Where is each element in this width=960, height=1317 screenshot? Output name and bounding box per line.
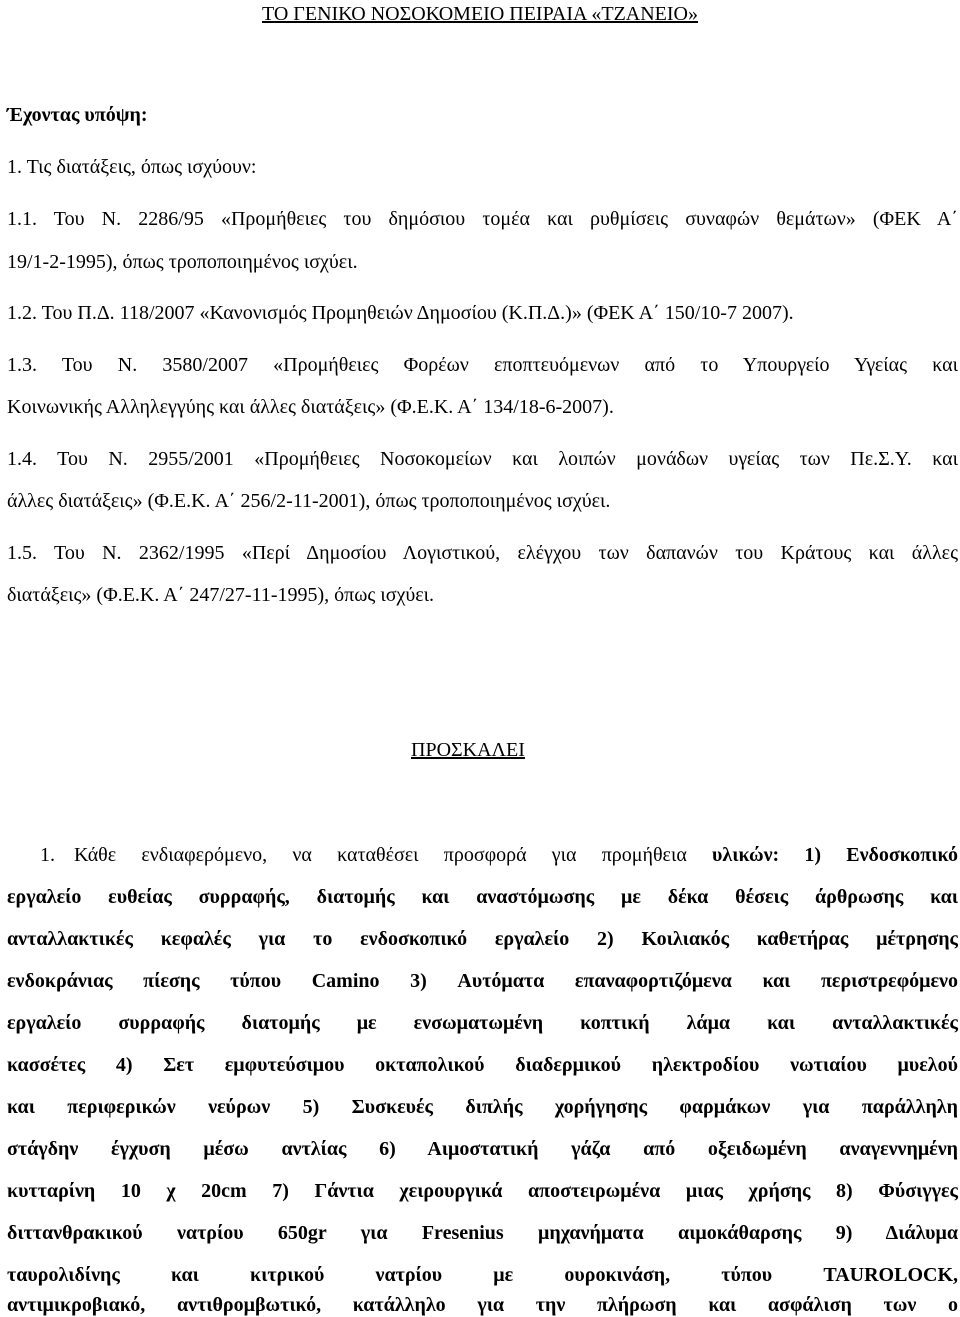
invite-number: 1.	[40, 844, 55, 866]
item-1-1-line-1: 1.1. Του Ν. 2286/95 «Προμήθειες του δημόσιου τομέα και ρυθμίσεις συναφών θεμάτων» (ΦΕΚ Α΄	[7, 208, 958, 230]
invite-line-1: εργαλείο ευθείας συρραφής, διατομής και αναστόμωσης με δέκα θέσεις άρθρωσης και	[7, 886, 958, 908]
document-title: ΤΟ ΓΕΝΙΚΟ ΝΟΣΟΚΟΜΕΙΟ ΠΕΙΡΑΙΑ «ΤΖΑΝΕΙΟ»	[262, 3, 698, 25]
item-1: 1. Τις διατάξεις, όπως ισχύουν:	[7, 156, 257, 178]
item-1-4-line-1: 1.4. Του Ν. 2955/2001 «Προμήθειες Νοσοκομείων και λοιπών μονάδων υγείας των Πε.Σ.Υ. και	[7, 448, 958, 470]
invite-line-3: ενδοκράνιας πίεσης τύπου Camino 3) Αυτόματα επαναφορτιζόμενα και περιστρεφόμενο	[7, 970, 958, 992]
invite-line-11: αντιμικροβιακό, αντιθρομβωτικό, κατάλληλο για την πλήρωση και ασφάλιση των ο	[7, 1294, 958, 1316]
invite-line-4: εργαλείο συρραφής διατομής με ενσωματωμένη κοπτική λάμα και ανταλλακτικές	[7, 1012, 958, 1034]
invite-line-8: κυτταρίνη 10 χ 20cm 7) Γάντια χειρουργικά αποστειρωμένα μιας χρήσης 8) Φύσιγγες	[7, 1180, 958, 1202]
item-1-4-line-2: άλλες διατάξεις» (Φ.Ε.Κ. Α΄ 256/2-11-2001), όπως τροποποιημένος ισχύει.	[7, 490, 611, 512]
item-1-3-line-1: 1.3. Του Ν. 3580/2007 «Προμήθειες Φορέων εποπτευόμενων από το Υπουργείο Υγείας και	[7, 354, 958, 376]
item-1-1-line-2: 19/1-2-1995), όπως τροποποιημένος ισχύει.	[7, 251, 358, 273]
invite-intro: Κάθε ενδιαφερόμενο, να καταθέσει προσφορά για προμήθεια	[74, 844, 713, 866]
invite-line-2: ανταλλακτικές κεφαλές για το ενδοσκοπικό εργαλείο 2) Κοιλιακός καθετήρας μέτρησης	[7, 928, 958, 950]
invite-first-line	[74, 843, 958, 867]
item-1-2-line-1: 1.2. Του Π.Δ. 118/2007 «Κανονισμός Προμηθειών Δημοσίου (Κ.Π.Δ.)» (ΦΕΚ Α΄ 150/10-7 2007).	[7, 302, 794, 324]
item-1-5-line-1: 1.5. Του Ν. 2362/1995 «Περί Δημοσίου Λογιστικού, ελέγχου των δαπανών του Κράτους και άλλες	[7, 542, 958, 564]
item-1-3-line-2: Κοινωνικής Αλληλεγγύης και άλλες διατάξεις» (Φ.Ε.Κ. Α΄ 134/18-6-2007).	[7, 396, 614, 418]
invite-line-9: διττανθρακικού νατρίου 650gr για Fresenius μηχανήματα αιμοκάθαρσης 9) Διάλυμα	[7, 1222, 958, 1244]
item-1-5-line-2: διατάξεις» (Φ.Ε.Κ. Α΄ 247/27-11-1995), όπως ισχύει.	[7, 584, 435, 606]
invite-line-10: ταυρολιδίνης και κιτρικού νατρίου με ουροκινάση, τύπου TAUROLOCK,	[7, 1264, 958, 1286]
invites-heading: ΠΡΟΣΚΑΛΕΙ	[411, 739, 525, 761]
invite-intro-bold: υλικών: 1) Ενδοσκοπικό	[712, 844, 958, 866]
invite-line-6: και περιφερικών νεύρων 5) Συσκευές διπλής χορήγησης φαρμάκων για παράλληλη	[7, 1096, 958, 1118]
invite-line-7: στάγδην έγχυση μέσω αντλίας 6) Αιμοστατική γάζα από οξειδωμένη αναγεννημένη	[7, 1138, 958, 1160]
considering-heading: Έχοντας υπόψη:	[7, 104, 148, 126]
invite-line-5: κασσέτες 4) Σετ εμφυτεύσιμου οκταπολικού διαδερμικού ηλεκτροδίου νωτιαίου μυελού	[7, 1054, 958, 1076]
